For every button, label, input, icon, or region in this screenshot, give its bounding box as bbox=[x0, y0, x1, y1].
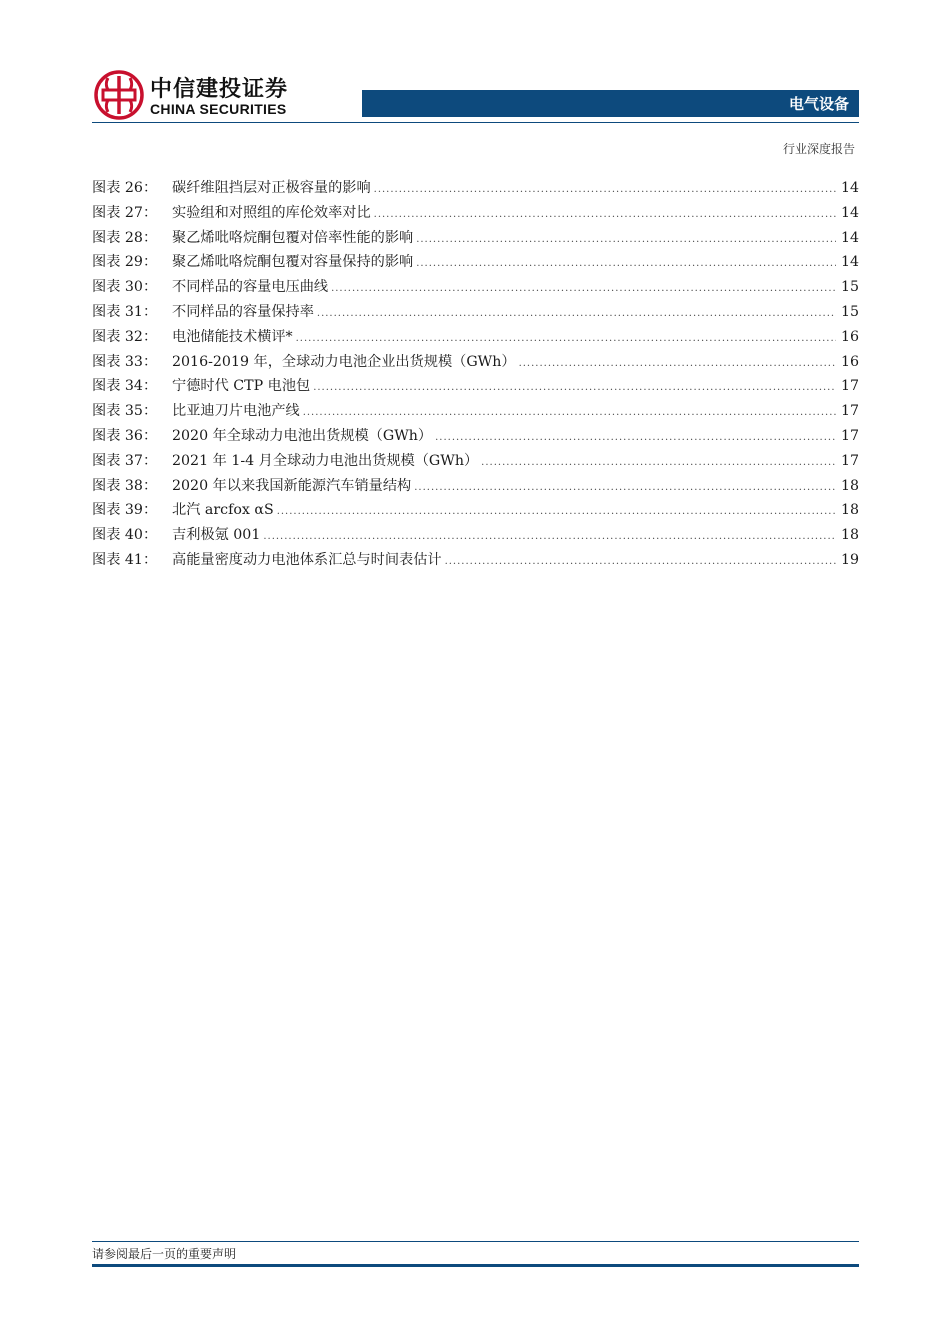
toc-entry-page: 14 bbox=[840, 180, 859, 196]
toc-entry-page: 19 bbox=[840, 551, 859, 568]
toc-entry[interactable] bbox=[92, 474, 859, 499]
toc-entry-title: 不同样品的容量电压曲线 bbox=[172, 279, 329, 296]
figure-index bbox=[92, 176, 859, 573]
toc-entry-page: 18 bbox=[840, 527, 859, 544]
toc-dot-leader bbox=[435, 426, 836, 451]
toc-entry-label: 图表 27： bbox=[92, 204, 158, 221]
toc-entry-page: 18 bbox=[840, 477, 859, 494]
toc-entry-title: 宁德时代 CTP 电池包 bbox=[172, 378, 311, 395]
toc-entry-label: 图表 31： bbox=[92, 303, 158, 320]
toc-entry-page: 14 bbox=[840, 254, 859, 271]
logo-chinese-name: 中信建投证券 bbox=[150, 77, 289, 102]
toc-entry-label: 图表 35： bbox=[92, 403, 158, 420]
toc-entry-label: 图表 41： bbox=[92, 551, 158, 568]
toc-entry-label: 图表 40： bbox=[92, 527, 158, 544]
toc-entry-title: 碳纤维阻挡层对正极容量的影响 bbox=[172, 180, 371, 196]
toc-entry[interactable] bbox=[92, 523, 859, 548]
toc-entry[interactable] bbox=[92, 201, 859, 226]
sector-title: 电气设备 bbox=[788, 95, 849, 113]
company-logo bbox=[94, 70, 324, 122]
sector-header-bar bbox=[362, 90, 859, 117]
toc-entry-title: 2020 年全球动力电池出货规模（GWh） bbox=[172, 427, 433, 444]
toc-entry-label: 图表 30： bbox=[92, 279, 158, 296]
toc-entry-label: 图表 36： bbox=[92, 427, 158, 444]
toc-entry[interactable] bbox=[92, 275, 859, 300]
header-divider bbox=[92, 122, 859, 123]
toc-entry-label: 图表 39： bbox=[92, 502, 158, 519]
toc-entry-title: 2021 年 1-4 月全球动力电池出货规模（GWh） bbox=[172, 452, 479, 469]
toc-entry-label: 图表 28： bbox=[92, 229, 158, 246]
toc-entry-label: 图表 26： bbox=[92, 180, 158, 196]
toc-dot-leader bbox=[445, 550, 836, 575]
toc-entry-title: 不同样品的容量保持率 bbox=[172, 303, 314, 320]
toc-dot-leader bbox=[416, 252, 836, 277]
toc-entry-label: 图表 32： bbox=[92, 328, 158, 345]
toc-entry[interactable] bbox=[92, 250, 859, 275]
toc-dot-leader bbox=[416, 228, 836, 253]
toc-entry-page: 16 bbox=[840, 328, 859, 345]
toc-entry-title: 聚乙烯吡咯烷酮包覆对倍率性能的影响 bbox=[172, 229, 414, 246]
logo-english-name: CHINA SECURITIES bbox=[150, 101, 287, 117]
toc-entry-page: 14 bbox=[840, 229, 859, 246]
toc-dot-leader bbox=[296, 327, 836, 352]
toc-dot-leader bbox=[263, 525, 836, 550]
toc-entry-page: 15 bbox=[840, 303, 859, 320]
toc-entry-title: 高能量密度动力电池体系汇总与时间表估计 bbox=[172, 551, 442, 568]
toc-entry-title: 2016-2019 年，全球动力电池企业出货规模（GWh） bbox=[172, 353, 516, 370]
toc-entry-page: 17 bbox=[840, 378, 859, 395]
toc-entry-title: 2020 年以来我国新能源汽车销量结构 bbox=[172, 477, 412, 494]
toc-entry-page: 17 bbox=[840, 427, 859, 444]
toc-entry[interactable] bbox=[92, 399, 859, 424]
toc-entry-title: 电池储能技术横评* bbox=[172, 328, 293, 345]
toc-entry-title: 聚乙烯吡咯烷酮包覆对容量保持的影响 bbox=[172, 254, 414, 271]
toc-entry[interactable] bbox=[92, 226, 859, 251]
report-type: 行业深度报告 bbox=[782, 142, 855, 156]
toc-dot-leader bbox=[519, 352, 836, 377]
toc-entry[interactable] bbox=[92, 449, 859, 474]
toc-entry-label: 图表 38： bbox=[92, 477, 158, 494]
toc-dot-leader bbox=[414, 476, 836, 501]
toc-dot-leader bbox=[317, 302, 836, 327]
toc-entry-page: 17 bbox=[840, 452, 859, 469]
toc-entry-label: 图表 37： bbox=[92, 452, 158, 469]
footer-divider bbox=[92, 1241, 859, 1242]
toc-entry-page: 18 bbox=[840, 502, 859, 519]
footer-bar bbox=[92, 1264, 859, 1267]
toc-entry-title: 北汽 arcfox αS bbox=[172, 502, 274, 519]
toc-dot-leader bbox=[331, 277, 836, 302]
toc-entry-label: 图表 34： bbox=[92, 378, 158, 395]
toc-dot-leader bbox=[374, 178, 836, 203]
toc-entry[interactable] bbox=[92, 300, 859, 325]
toc-entry-title: 比亚迪刀片电池产线 bbox=[172, 403, 300, 420]
toc-entry-page: 16 bbox=[840, 353, 859, 370]
toc-entry-page: 17 bbox=[840, 403, 859, 420]
toc-entry[interactable] bbox=[92, 548, 859, 573]
toc-entry-title: 吉利极氪 001 bbox=[172, 527, 261, 544]
toc-dot-leader bbox=[303, 401, 836, 426]
toc-dot-leader bbox=[374, 203, 836, 228]
china-securities-logo-icon bbox=[94, 70, 144, 120]
toc-entry-page: 15 bbox=[840, 279, 859, 296]
toc-dot-leader bbox=[481, 451, 836, 476]
toc-dot-leader bbox=[277, 500, 836, 525]
toc-entry-label: 图表 33： bbox=[92, 353, 158, 370]
toc-entry-page: 14 bbox=[840, 204, 859, 221]
toc-entry[interactable] bbox=[92, 176, 859, 201]
toc-entry[interactable] bbox=[92, 424, 859, 449]
toc-entry-label: 图表 29： bbox=[92, 254, 158, 271]
toc-entry[interactable] bbox=[92, 374, 859, 399]
toc-entry-title: 实验组和对照组的库伦效率对比 bbox=[172, 204, 371, 221]
toc-entry[interactable] bbox=[92, 350, 859, 375]
footer-disclaimer: 请参阅最后一页的重要声明 bbox=[92, 1247, 237, 1261]
toc-entry[interactable] bbox=[92, 498, 859, 523]
toc-entry[interactable] bbox=[92, 325, 859, 350]
toc-dot-leader bbox=[313, 376, 836, 401]
